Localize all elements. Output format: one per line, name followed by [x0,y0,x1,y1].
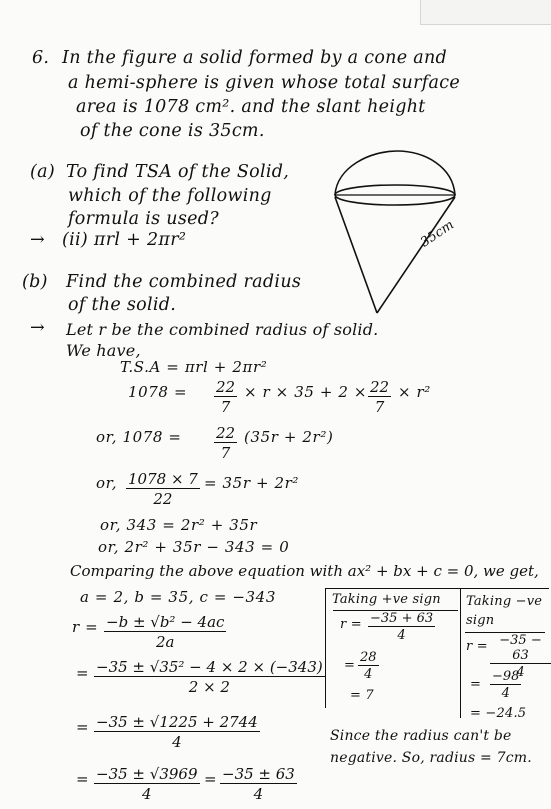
question-number: 6. [32,48,50,68]
minus-case-heading: Taking −ve sign [466,594,543,628]
table-divider [460,588,461,718]
part-b-line-1: Find the combined radius [66,272,302,292]
quadratic-formula-pre: r = [72,618,99,636]
part-a-answer: (ii) πrl + 2πr² [62,230,187,250]
step2-end: × r² [398,383,431,401]
step10-pre: = [76,664,90,682]
question-line-4: of the cone is 35cm. [80,121,265,141]
plus-case-eq: = [344,658,356,673]
step12-frac-2: $\frac{-35 \pm 63}{4}$ [222,765,295,803]
part-b-arrow: → [30,318,45,338]
we-have: We have, [66,341,141,360]
part-b-label: (b) [22,272,48,292]
step3-rest: (35r + 2r²) [244,428,334,446]
question-line-2: a hemi-sphere is given whose total surface [68,73,461,93]
step11-pre: = [76,718,90,736]
plus-case-result: = 7 [350,688,374,703]
step4-pre: or, [96,474,118,492]
cone-left-side [335,197,377,313]
part-a-label: (a) [30,162,55,182]
part-b-line-2: of the solid. [68,295,177,315]
step3-frac: $\frac{22}{7}$ [216,424,236,462]
cone-right-side [377,197,458,313]
slant-height-label: 35cm [418,217,458,251]
part-a-line-1: To find TSA of the Solid, [66,162,290,182]
plus-case-heading: Taking +ve sign [332,592,441,607]
comparing-line: Comparing the above equation with ax² + bx + c = 0, we get, [70,562,539,580]
minus-case-frac-2: $\frac{-98}{4}$ [492,669,520,701]
part-a-arrow: → [30,230,45,250]
minus-case-r: r = [466,639,488,654]
step12-equals: = [204,770,218,788]
page-corner-stamp [420,0,551,25]
step4-frac: $\frac{1078 \times 7}{22}$ [128,470,198,508]
step12-frac-1: $\frac{-35 \pm √3969}{4}$ [96,765,198,803]
step12-pre: = [76,770,90,788]
part-a-line-3: formula is used? [68,209,219,229]
minus-case-result: = −24.5 [470,706,527,721]
minus-case-frac-1: $\frac{-35 - 63}{4}$ [490,633,551,680]
step11-frac: $\frac{-35 \pm √1225 + 2744}{4}$ [96,713,258,751]
quadratic-formula-frac: $\frac{\text{−b ± √b² − 4ac}}{2a}$ [106,613,225,651]
minus-case-eq: = [470,677,482,692]
step2-lhs: 1078 = [128,383,188,401]
step2-frac-2: $\frac{22}{7}$ [370,378,390,416]
question-line-1: In the figure a solid formed by a cone and [62,48,448,68]
part-a-line-2: which of the following [68,186,272,206]
step4-rest: = 35r + 2r² [204,474,300,492]
tsa-formula: T.S.A = πrl + 2πr² [120,358,268,376]
table-left-border [325,588,326,708]
step2-frac-1: $\frac{22}{7}$ [216,378,236,416]
step6: or, 2r² + 35r − 343 = 0 [98,538,290,556]
step2-middle: × r × 35 + 2 × [244,383,368,401]
plus-case-frac-2: $\frac{28}{4}$ [360,650,377,682]
conclusion-line-1: Since the radius can't be [330,728,512,744]
coefficients: a = 2, b = 35, c = −343 [80,588,276,606]
question-line-3: area is 1078 cm². and the slant height [76,97,426,117]
step10-frac: $\frac{\text{−35 ± √35² − 4 × 2 × (−343)}}{2 \times 2}$ [96,658,323,696]
conclusion-line-2: negative. So, radius = 7cm. [330,750,532,766]
part-b-intro: Let r be the combined radius of solid. [66,320,379,339]
step5: or, 343 = 2r² + 35r [100,516,258,534]
step3-lhs: or, 1078 = [96,428,182,446]
table-top-border [325,588,549,589]
plus-case-r: r = [340,617,362,632]
plus-case-frac-1: $\frac{-35 + 63}{4}$ [370,611,434,643]
